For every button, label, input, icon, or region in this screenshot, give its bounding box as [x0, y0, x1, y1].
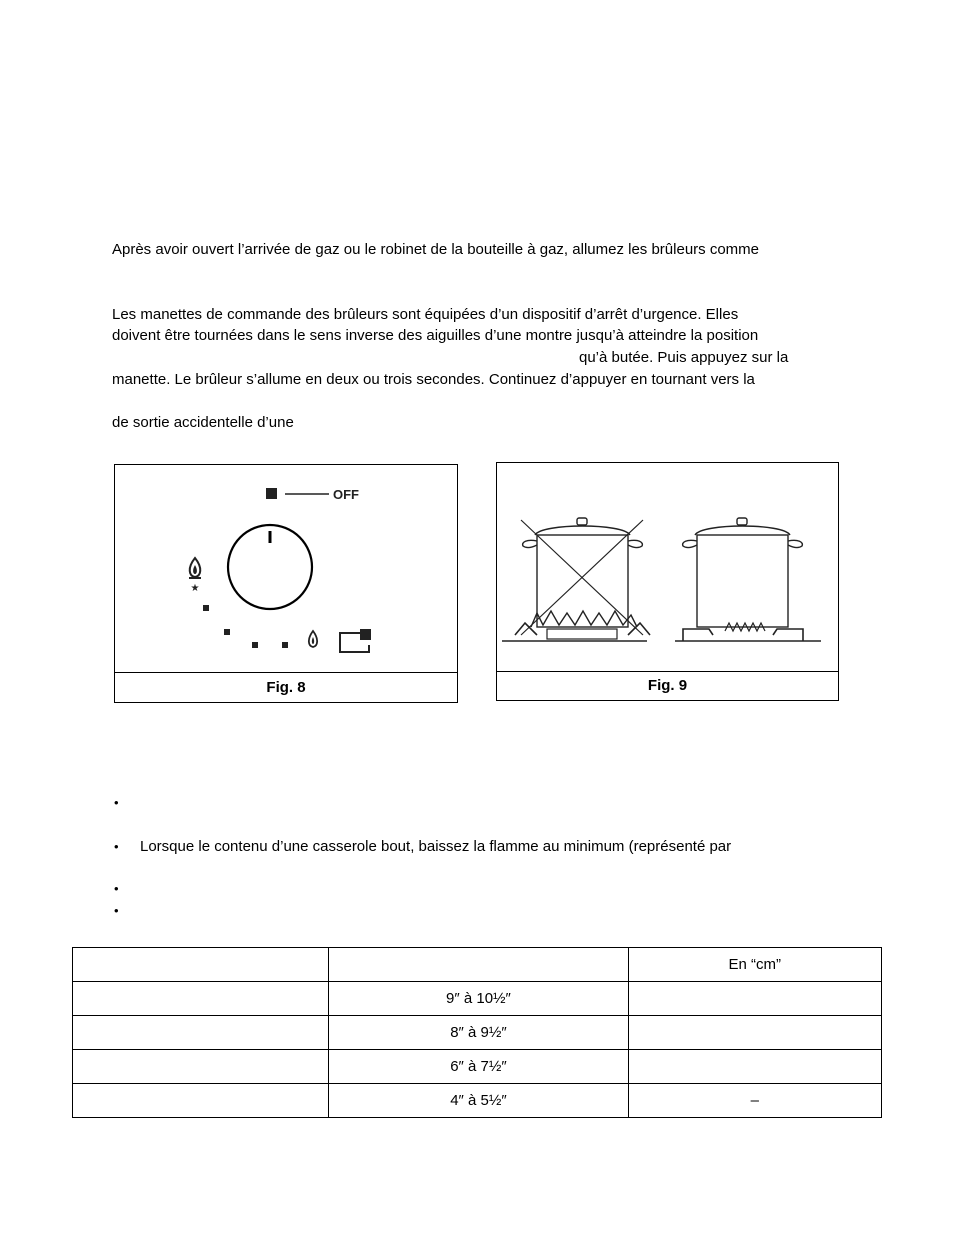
large-flame-icon [189, 558, 201, 578]
controls-text-line-1: Les manettes de commande des brûleurs sont équipées d’un dispositif d’arrêt d’urgence. Elles [112, 306, 739, 323]
table-row [73, 982, 882, 1016]
figure-9 [496, 462, 839, 701]
table-cell [73, 982, 329, 1016]
table-cell: 9″ à 10½″ [329, 982, 628, 1016]
table-row [73, 1016, 882, 1050]
pot-size-table [72, 947, 882, 1118]
table-cell [73, 1016, 329, 1050]
table-cell [73, 1084, 329, 1118]
pot-diagram [497, 463, 838, 673]
table-cell: 8″ à 9½″ [329, 1016, 628, 1050]
bullet-2: • [114, 839, 119, 854]
table-row [73, 1084, 882, 1118]
off-square-icon [266, 488, 277, 499]
table-cell: 4″ à 5½″ [329, 1084, 628, 1118]
table-cell [628, 982, 881, 1016]
table-row [73, 1050, 882, 1084]
push-button-icon [340, 629, 371, 652]
intro-text: Après avoir ouvert l’arrivée de gaz ou le robinet de la bouteille à gaz, allumez les brûleurs comme [112, 241, 759, 258]
table-header-cell [73, 948, 329, 982]
off-label: OFF [333, 487, 359, 502]
ignition-star-icon: ★ [190, 583, 200, 594]
position-dot-3 [252, 642, 258, 648]
bullet-3: • [114, 881, 119, 896]
table-cell [628, 1050, 881, 1084]
controls-text-line-3: qu’à butée. Puis appuyez sur la [579, 349, 789, 366]
small-flame-icon [309, 631, 317, 647]
table-header-cell [329, 948, 628, 982]
position-dot-2 [224, 629, 230, 635]
controls-text-line-4: manette. Le brûleur s’allume en deux ou trois secondes. Continuez d’appuyer en tournant vers la [112, 371, 755, 388]
table-header-cell: En “cm” [628, 948, 881, 982]
incorrect-pot-icon [502, 518, 650, 641]
position-dot-1 [203, 605, 209, 611]
figure-8-caption: Fig. 8 [115, 672, 457, 702]
bullet-1: • [114, 795, 119, 810]
table-cell [628, 1016, 881, 1050]
bullet-2-text: Lorsque le contenu d’une casserole bout, baissez la flamme au minimum (représenté par [140, 838, 732, 855]
table-header-row [73, 948, 882, 982]
controls-text-line-2: doivent être tournées dans le sens inverse des aiguilles d’une montre jusqu’à atteindre la position [112, 327, 759, 344]
figure-9-caption: Fig. 9 [497, 671, 838, 700]
table-cell: – [628, 1084, 881, 1118]
table-cell: 6″ à 7½″ [329, 1050, 628, 1084]
figure-8 [114, 464, 458, 703]
bullet-4: • [114, 903, 119, 918]
position-dot-4 [282, 642, 288, 648]
controls-text-line-5: de sortie accidentelle d’une [112, 414, 294, 431]
knob-diagram [115, 465, 457, 673]
table-cell [73, 1050, 329, 1084]
correct-pot-icon [675, 518, 821, 641]
